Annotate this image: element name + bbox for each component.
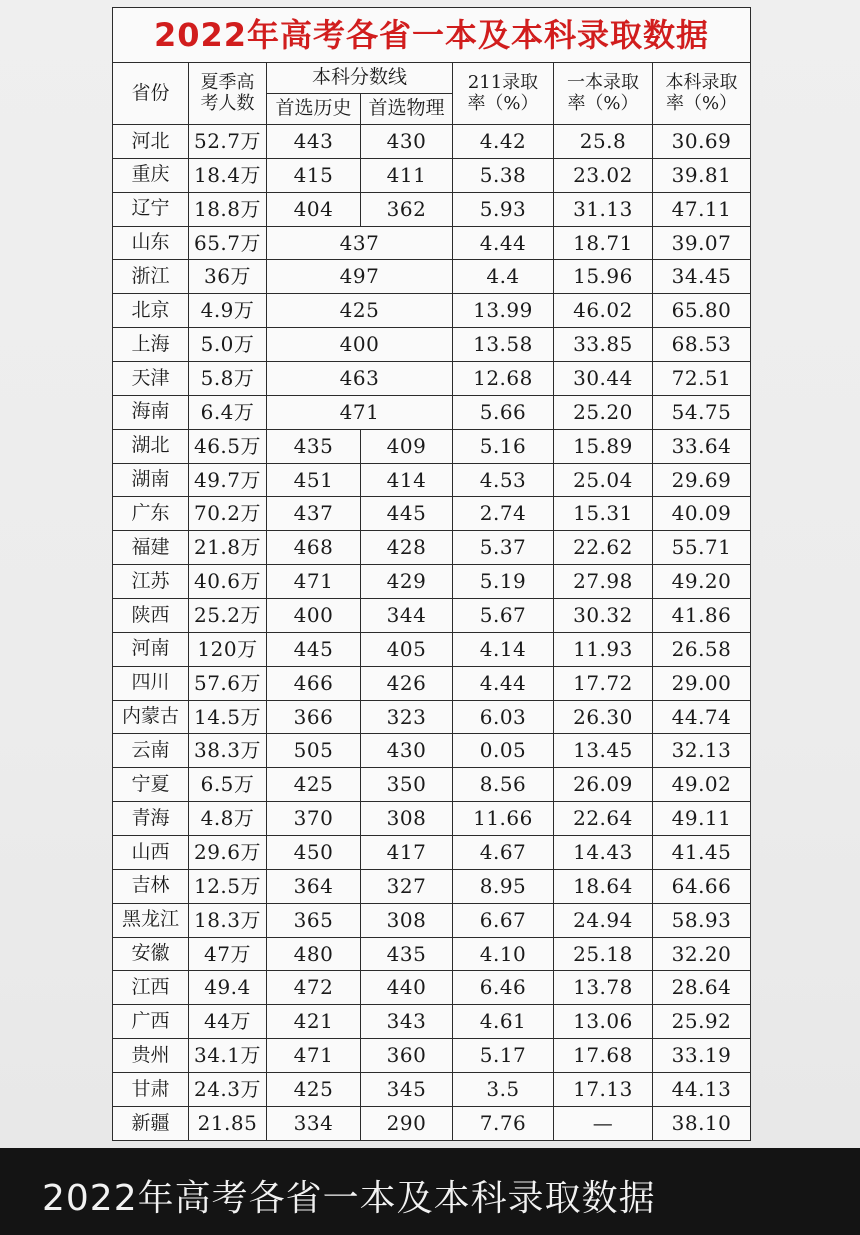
rate-bachelor-cell: 64.66 <box>653 869 751 903</box>
history-cutoff-cell: 370 <box>267 802 361 836</box>
rate-bachelor-cell: 49.11 <box>653 802 751 836</box>
header-rate-bachelor: 本科录取 率（%） <box>653 63 751 125</box>
rate-211-cell: 4.4 <box>453 260 554 294</box>
physics-cutoff-cell: 362 <box>361 192 453 226</box>
history-cutoff-cell: 421 <box>267 1005 361 1039</box>
table-row <box>113 903 751 937</box>
history-cutoff-cell: 437 <box>267 497 361 531</box>
physics-cutoff-cell: 440 <box>361 971 453 1005</box>
table-row <box>113 429 751 463</box>
rate-bachelor-cell: 30.69 <box>653 125 751 159</box>
history-cutoff-cell: 472 <box>267 971 361 1005</box>
history-cutoff-cell: 404 <box>267 192 361 226</box>
examinees-cell: 49.7万 <box>189 463 267 497</box>
physics-cutoff-cell: 429 <box>361 565 453 599</box>
province-cell: 黑龙江 <box>113 903 189 937</box>
physics-cutoff-cell: 435 <box>361 937 453 971</box>
rate-bachelor-cell: 34.45 <box>653 260 751 294</box>
province-cell: 江苏 <box>113 565 189 599</box>
examinees-cell: 4.8万 <box>189 802 267 836</box>
rate-211-cell: 8.95 <box>453 869 554 903</box>
table-row <box>113 700 751 734</box>
rate-bachelor-cell: 68.53 <box>653 328 751 362</box>
province-cell: 天津 <box>113 362 189 396</box>
examinees-cell: 40.6万 <box>189 565 267 599</box>
cutoff-merged-cell: 437 <box>267 226 453 260</box>
rate-211-cell: 12.68 <box>453 362 554 396</box>
examinees-cell: 46.5万 <box>189 429 267 463</box>
rate-211-cell: 6.46 <box>453 971 554 1005</box>
province-cell: 广西 <box>113 1005 189 1039</box>
rate-tier1-cell: 46.02 <box>554 294 653 328</box>
rate-211-cell: 4.44 <box>453 226 554 260</box>
examinees-cell: 70.2万 <box>189 497 267 531</box>
rate-tier1-cell: 18.64 <box>554 869 653 903</box>
rate-211-cell: 5.67 <box>453 599 554 633</box>
history-cutoff-cell: 365 <box>267 903 361 937</box>
physics-cutoff-cell: 308 <box>361 903 453 937</box>
table-row <box>113 869 751 903</box>
examinees-cell: 44万 <box>189 1005 267 1039</box>
history-cutoff-cell: 471 <box>267 1039 361 1073</box>
province-cell: 浙江 <box>113 260 189 294</box>
examinees-cell: 6.5万 <box>189 768 267 802</box>
rate-tier1-cell: 31.13 <box>554 192 653 226</box>
rate-tier1-cell: 26.30 <box>554 700 653 734</box>
rate-bachelor-cell: 41.45 <box>653 836 751 870</box>
header-physics: 首选物理 <box>361 94 453 125</box>
table-row <box>113 1039 751 1073</box>
examinees-cell: 21.8万 <box>189 531 267 565</box>
table-row <box>113 395 751 429</box>
table-row <box>113 463 751 497</box>
province-cell: 山西 <box>113 836 189 870</box>
province-cell: 山东 <box>113 226 189 260</box>
province-cell: 青海 <box>113 802 189 836</box>
rate-211-cell: 6.67 <box>453 903 554 937</box>
province-cell: 安徽 <box>113 937 189 971</box>
examinees-cell: 18.8万 <box>189 192 267 226</box>
physics-cutoff-cell: 360 <box>361 1039 453 1073</box>
examinees-cell: 5.8万 <box>189 362 267 396</box>
examinees-cell: 4.9万 <box>189 294 267 328</box>
history-cutoff-cell: 480 <box>267 937 361 971</box>
history-cutoff-cell: 400 <box>267 599 361 633</box>
rate-bachelor-cell: 58.93 <box>653 903 751 937</box>
header-examinees: 夏季高 考人数 <box>189 63 267 125</box>
physics-cutoff-cell: 428 <box>361 531 453 565</box>
rate-211-cell: 13.58 <box>453 328 554 362</box>
rate-tier1-cell: 25.20 <box>554 395 653 429</box>
rate-211-cell: 5.37 <box>453 531 554 565</box>
examinees-cell: 36万 <box>189 260 267 294</box>
history-cutoff-cell: 466 <box>267 666 361 700</box>
rate-bachelor-cell: 55.71 <box>653 531 751 565</box>
province-cell: 甘肃 <box>113 1073 189 1107</box>
rate-bachelor-cell: 54.75 <box>653 395 751 429</box>
rate-211-cell: 5.19 <box>453 565 554 599</box>
rate-bachelor-cell: 40.09 <box>653 497 751 531</box>
rate-bachelor-cell: 49.02 <box>653 768 751 802</box>
history-cutoff-cell: 415 <box>267 158 361 192</box>
rate-tier1-cell: 25.18 <box>554 937 653 971</box>
rate-bachelor-cell: 39.07 <box>653 226 751 260</box>
history-cutoff-cell: 468 <box>267 531 361 565</box>
physics-cutoff-cell: 323 <box>361 700 453 734</box>
rate-tier1-cell: 15.96 <box>554 260 653 294</box>
table-row <box>113 937 751 971</box>
province-cell: 福建 <box>113 531 189 565</box>
table-row <box>113 1106 751 1140</box>
province-cell: 辽宁 <box>113 192 189 226</box>
history-cutoff-cell: 451 <box>267 463 361 497</box>
rate-211-cell: 11.66 <box>453 802 554 836</box>
province-cell: 贵州 <box>113 1039 189 1073</box>
rate-bachelor-cell: 47.11 <box>653 192 751 226</box>
province-cell: 海南 <box>113 395 189 429</box>
rate-bachelor-cell: 41.86 <box>653 599 751 633</box>
rate-tier1-cell: 23.02 <box>554 158 653 192</box>
header-history: 首选历史 <box>267 94 361 125</box>
rate-tier1-cell: 22.62 <box>554 531 653 565</box>
document-title: 2022年高考各省一本及本科录取数据 <box>113 8 751 63</box>
rate-bachelor-cell: 65.80 <box>653 294 751 328</box>
history-cutoff-cell: 471 <box>267 565 361 599</box>
physics-cutoff-cell: 430 <box>361 734 453 768</box>
rate-tier1-cell: 33.85 <box>554 328 653 362</box>
rate-tier1-cell: 17.72 <box>554 666 653 700</box>
province-cell: 内蒙古 <box>113 700 189 734</box>
table-body <box>113 125 751 1141</box>
physics-cutoff-cell: 344 <box>361 599 453 633</box>
examinees-cell: 24.3万 <box>189 1073 267 1107</box>
rate-bachelor-cell: 38.10 <box>653 1106 751 1140</box>
cutoff-merged-cell: 400 <box>267 328 453 362</box>
rate-tier1-cell: 17.68 <box>554 1039 653 1073</box>
rate-211-cell: 5.16 <box>453 429 554 463</box>
rate-211-cell: 8.56 <box>453 768 554 802</box>
caption-bar <box>0 1148 860 1235</box>
table-row <box>113 599 751 633</box>
history-cutoff-cell: 366 <box>267 700 361 734</box>
examinees-cell: 47万 <box>189 937 267 971</box>
province-cell: 江西 <box>113 971 189 1005</box>
table-row <box>113 836 751 870</box>
physics-cutoff-cell: 327 <box>361 869 453 903</box>
province-cell: 北京 <box>113 294 189 328</box>
examinees-cell: 18.3万 <box>189 903 267 937</box>
physics-cutoff-cell: 308 <box>361 802 453 836</box>
rate-211-cell: 2.74 <box>453 497 554 531</box>
cutoff-merged-cell: 471 <box>267 395 453 429</box>
rate-211-cell: 5.93 <box>453 192 554 226</box>
rate-tier1-cell: 30.32 <box>554 599 653 633</box>
rate-bachelor-cell: 44.13 <box>653 1073 751 1107</box>
province-cell: 吉林 <box>113 869 189 903</box>
examinees-cell: 38.3万 <box>189 734 267 768</box>
province-cell: 重庆 <box>113 158 189 192</box>
physics-cutoff-cell: 290 <box>361 1106 453 1140</box>
province-cell: 广东 <box>113 497 189 531</box>
rate-211-cell: 4.53 <box>453 463 554 497</box>
physics-cutoff-cell: 430 <box>361 125 453 159</box>
rate-bachelor-cell: 39.81 <box>653 158 751 192</box>
table-row <box>113 1005 751 1039</box>
rate-211-cell: 4.10 <box>453 937 554 971</box>
rate-bachelor-cell: 25.92 <box>653 1005 751 1039</box>
rate-bachelor-cell: 32.20 <box>653 937 751 971</box>
table-row <box>113 666 751 700</box>
header-province: 省份 <box>113 63 189 125</box>
table-row <box>113 768 751 802</box>
examinees-cell: 49.4 <box>189 971 267 1005</box>
history-cutoff-cell: 425 <box>267 768 361 802</box>
rate-tier1-cell: 26.09 <box>554 768 653 802</box>
rate-211-cell: 5.66 <box>453 395 554 429</box>
examinees-cell: 12.5万 <box>189 869 267 903</box>
examinees-cell: 120万 <box>189 632 267 666</box>
province-cell: 湖南 <box>113 463 189 497</box>
rate-tier1-cell: 14.43 <box>554 836 653 870</box>
table-row <box>113 260 751 294</box>
rate-bachelor-cell: 72.51 <box>653 362 751 396</box>
rate-tier1-cell: 24.94 <box>554 903 653 937</box>
rate-bachelor-cell: 29.00 <box>653 666 751 700</box>
rate-tier1-cell: 30.44 <box>554 362 653 396</box>
table-row <box>113 226 751 260</box>
history-cutoff-cell: 450 <box>267 836 361 870</box>
rate-211-cell: 5.38 <box>453 158 554 192</box>
rate-211-cell: 6.03 <box>453 700 554 734</box>
rate-211-cell: 4.14 <box>453 632 554 666</box>
province-cell: 湖北 <box>113 429 189 463</box>
table-row <box>113 971 751 1005</box>
rate-211-cell: 4.42 <box>453 125 554 159</box>
physics-cutoff-cell: 345 <box>361 1073 453 1107</box>
rate-211-cell: 7.76 <box>453 1106 554 1140</box>
examinees-cell: 52.7万 <box>189 125 267 159</box>
rate-tier1-cell: 25.04 <box>554 463 653 497</box>
physics-cutoff-cell: 350 <box>361 768 453 802</box>
table-row <box>113 192 751 226</box>
table-row <box>113 158 751 192</box>
table-row <box>113 125 751 159</box>
examinees-cell: 25.2万 <box>189 599 267 633</box>
table-row <box>113 734 751 768</box>
cutoff-merged-cell: 497 <box>267 260 453 294</box>
rate-211-cell: 13.99 <box>453 294 554 328</box>
rate-211-cell: 0.05 <box>453 734 554 768</box>
physics-cutoff-cell: 426 <box>361 666 453 700</box>
rate-bachelor-cell: 28.64 <box>653 971 751 1005</box>
province-cell: 四川 <box>113 666 189 700</box>
rate-bachelor-cell: 29.69 <box>653 463 751 497</box>
physics-cutoff-cell: 445 <box>361 497 453 531</box>
examinees-cell: 57.6万 <box>189 666 267 700</box>
rate-tier1-cell: — <box>554 1106 653 1140</box>
rate-tier1-cell: 15.89 <box>554 429 653 463</box>
rate-tier1-cell: 15.31 <box>554 497 653 531</box>
header-cutoff-group: 本科分数线 <box>267 63 453 94</box>
rate-tier1-cell: 13.45 <box>554 734 653 768</box>
admission-data-table <box>112 7 751 1141</box>
physics-cutoff-cell: 417 <box>361 836 453 870</box>
province-cell: 河南 <box>113 632 189 666</box>
physics-cutoff-cell: 411 <box>361 158 453 192</box>
examinees-cell: 5.0万 <box>189 328 267 362</box>
rate-tier1-cell: 13.06 <box>554 1005 653 1039</box>
rate-tier1-cell: 13.78 <box>554 971 653 1005</box>
examinees-cell: 29.6万 <box>189 836 267 870</box>
rate-tier1-cell: 25.8 <box>554 125 653 159</box>
examinees-cell: 6.4万 <box>189 395 267 429</box>
header-rate-211: 211录取 率（%） <box>453 63 554 125</box>
cutoff-merged-cell: 425 <box>267 294 453 328</box>
rate-211-cell: 4.44 <box>453 666 554 700</box>
rate-bachelor-cell: 44.74 <box>653 700 751 734</box>
table-row <box>113 565 751 599</box>
province-cell: 上海 <box>113 328 189 362</box>
history-cutoff-cell: 334 <box>267 1106 361 1140</box>
province-cell: 陕西 <box>113 599 189 633</box>
table-row <box>113 497 751 531</box>
rate-tier1-cell: 27.98 <box>554 565 653 599</box>
cutoff-merged-cell: 463 <box>267 362 453 396</box>
history-cutoff-cell: 425 <box>267 1073 361 1107</box>
table-row <box>113 328 751 362</box>
caption-text: 2022年高考各省一本及本科录取数据 <box>42 1178 656 1219</box>
history-cutoff-cell: 505 <box>267 734 361 768</box>
examinees-cell: 14.5万 <box>189 700 267 734</box>
table-row <box>113 362 751 396</box>
province-cell: 云南 <box>113 734 189 768</box>
rate-211-cell: 3.5 <box>453 1073 554 1107</box>
physics-cutoff-cell: 343 <box>361 1005 453 1039</box>
physics-cutoff-cell: 405 <box>361 632 453 666</box>
examinees-cell: 65.7万 <box>189 226 267 260</box>
table-row <box>113 1073 751 1107</box>
history-cutoff-cell: 364 <box>267 869 361 903</box>
rate-bachelor-cell: 33.64 <box>653 429 751 463</box>
province-cell: 河北 <box>113 125 189 159</box>
rate-tier1-cell: 11.93 <box>554 632 653 666</box>
rate-tier1-cell: 18.71 <box>554 226 653 260</box>
rate-211-cell: 4.67 <box>453 836 554 870</box>
header-rate-tier1: 一本录取 率（%） <box>554 63 653 125</box>
rate-bachelor-cell: 32.13 <box>653 734 751 768</box>
history-cutoff-cell: 445 <box>267 632 361 666</box>
rate-tier1-cell: 22.64 <box>554 802 653 836</box>
rate-211-cell: 4.61 <box>453 1005 554 1039</box>
table-row <box>113 632 751 666</box>
rate-bachelor-cell: 33.19 <box>653 1039 751 1073</box>
rate-bachelor-cell: 49.20 <box>653 565 751 599</box>
province-cell: 宁夏 <box>113 768 189 802</box>
history-cutoff-cell: 443 <box>267 125 361 159</box>
province-cell: 新疆 <box>113 1106 189 1140</box>
rate-211-cell: 5.17 <box>453 1039 554 1073</box>
physics-cutoff-cell: 414 <box>361 463 453 497</box>
rate-tier1-cell: 17.13 <box>554 1073 653 1107</box>
rate-bachelor-cell: 26.58 <box>653 632 751 666</box>
physics-cutoff-cell: 409 <box>361 429 453 463</box>
table-row <box>113 802 751 836</box>
history-cutoff-cell: 435 <box>267 429 361 463</box>
examinees-cell: 34.1万 <box>189 1039 267 1073</box>
examinees-cell: 18.4万 <box>189 158 267 192</box>
table-row <box>113 531 751 565</box>
examinees-cell: 21.85 <box>189 1106 267 1140</box>
table-row <box>113 294 751 328</box>
